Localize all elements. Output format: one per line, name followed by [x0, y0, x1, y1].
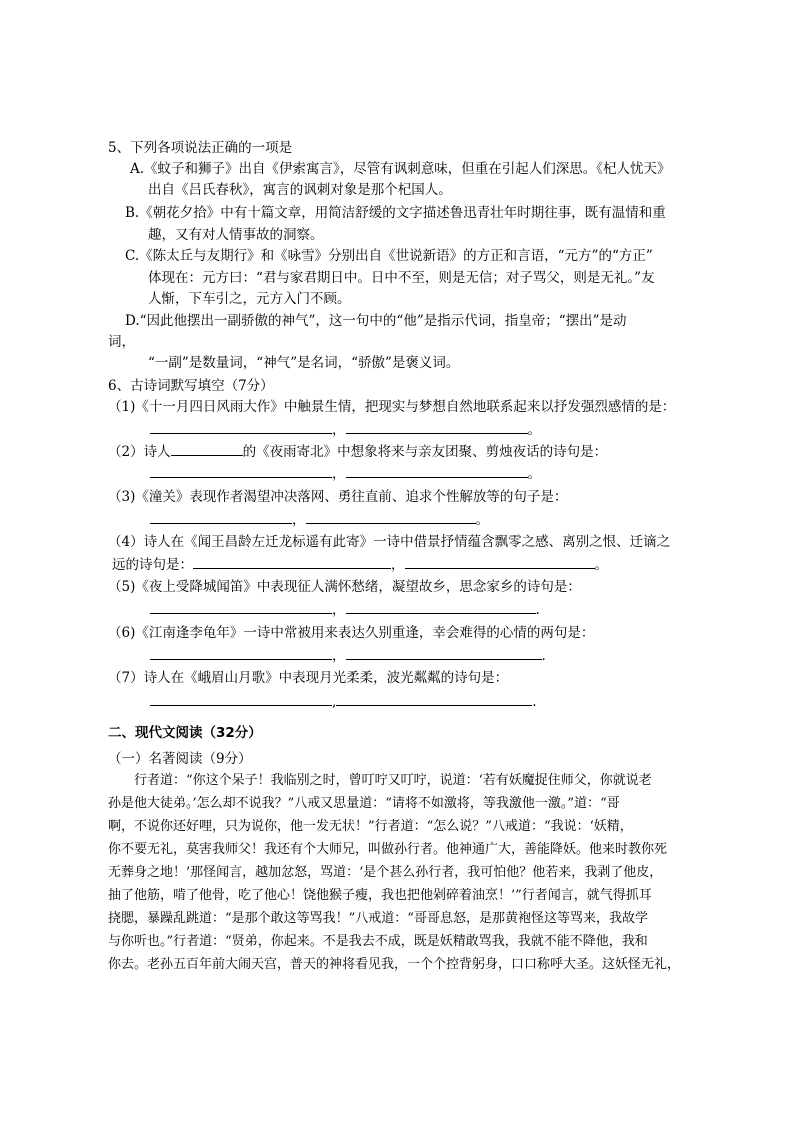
q6-item6-answer-row [150, 646, 546, 665]
q6-item2-prompt-a: （2）诗人 [108, 444, 171, 460]
answer-blank[interactable] [150, 692, 332, 706]
subsection-title: （一）名著阅读（9分） [108, 751, 252, 767]
comma: ， [332, 602, 346, 618]
q5-option-d-line3: “一副”是数量词，“神气”是名词，“骄傲”是褒义词。 [148, 355, 460, 371]
answer-blank[interactable] [150, 464, 332, 478]
answer-blank[interactable] [346, 646, 542, 660]
reading-passage-line: 你去。老孙五百年前大闹天宫，普天的神将看见我，一个个控背躬身，口口称呼大圣。这妖怪无礼， [108, 957, 681, 972]
period: 。 [527, 422, 541, 438]
answer-blank[interactable] [405, 555, 595, 569]
q6-item6-prompt: （6)《江南逢李龟年》一诗中常被用来表达久别重逢，幸会难得的心情的两句是： [108, 625, 595, 641]
q5-option-c-line3: 人惭，下车引之，元方入门不顾。 [148, 291, 351, 307]
q6-stem: 6、古诗词默写填空（7分） [108, 378, 274, 394]
q6-item7-answer-row [150, 692, 537, 711]
answer-blank[interactable] [193, 555, 391, 569]
reading-passage-line: 啊，不说你还好哩，只为说你，他一发无状！”行者道：“怎么说？”八戒道：“我说：‘妖精， [108, 819, 633, 834]
poet-name-blank[interactable] [171, 442, 243, 456]
q6-item7-prompt: （7）诗人在《峨眉山月歌》中表现月光柔柔，波光粼粼的诗句是： [108, 670, 509, 686]
q5-option-a-line1: A.《蚊子和狮子》出自《伊索寓言》，尽管有讽刺意味，但重在引起人们深思。《杞人忧天》 [130, 161, 671, 177]
answer-blank[interactable] [336, 692, 532, 706]
reading-passage-line: 孙是他大徒弟。’怎么却不说我？”八戒又思量道：“请将不如激将，等我激他一激。”道：“哥 [108, 796, 620, 811]
comma: ， [391, 557, 405, 573]
reading-passage-line: 与你听也。”行者道：“贤弟，你起来。不是我去不成，既是妖精敢骂我，我就不能不降他，我和 [108, 934, 648, 949]
comma: ， [292, 512, 306, 528]
q6-item4-prompt-line1: （4）诗人在《闻王昌龄左迁龙标遥有此寄》一诗中借景抒情蕴含飘零之感、离别之恨、迁谪之 [108, 534, 671, 550]
answer-blank[interactable] [346, 600, 536, 614]
answer-blank[interactable] [346, 420, 528, 434]
q5-option-c-line2: 体现在：元方曰：“君与家君期日中。日中不至，则是无信；对子骂父，则是无礼。”友 [148, 270, 655, 286]
q5-option-a-line2: 出自《吕氏春秋》，寓言的讽刺对象是那个杞国人。 [148, 182, 452, 198]
comma: ， [332, 466, 346, 482]
q6-item4-prompt-line2 [112, 555, 608, 574]
answer-blank[interactable] [346, 464, 528, 478]
q5-option-c-line1: C.《陈太丘与友期行》和《咏雪》分别出自《世说新语》的方正和言语，“元方”的“方正” [125, 248, 653, 264]
q5-option-d-line1: D.“因此他摆出一副骄傲的神气”，这一句中的“他”是指示代词，指皇帝；“摆出”是动 [125, 313, 627, 329]
comma: , [332, 694, 337, 710]
q5-option-d-line2: 词， [108, 334, 135, 350]
q6-item4-prompt-b: 远的诗句是： [112, 557, 193, 573]
period: 。 [594, 557, 608, 573]
q6-item1-prompt: （1)《十一月四日风雨大作》中触景生情，把现实与梦想自然地联系起来以抒发强烈感情的是： [108, 399, 676, 415]
q5-stem: 5、下列各项说法正确的一项是 [108, 140, 293, 156]
answer-blank[interactable] [150, 600, 332, 614]
q6-item2-answer-row [150, 464, 541, 483]
dot: . [532, 694, 537, 710]
q5-option-b-line2: 趣，又有对人情事故的洞察。 [148, 227, 324, 243]
reading-passage-line: 你不要无礼，莫害我师父！我还有个大师兄，叫做孙行者。他神通广大，善能降妖。他来时教你死 [108, 842, 668, 857]
reading-passage-line: 行者道：“你这个呆子！我临别之时，曾叮咛又叮咛，说道：‘若有妖魔捉住师父，你就说老 [134, 773, 652, 788]
q6-item3-answer-row [150, 510, 489, 529]
q6-item5-prompt: （5)《夜上受降城闻笛》中表现征人满怀愁绪，凝望故乡，思念家乡的诗句是： [108, 579, 581, 595]
reading-passage-line: 抽了他筋，啃了他骨，吃了他心！饶他猴子瘦，我也把他剁碎着油烹！’”行者闻言，就气得抓耳 [108, 888, 652, 903]
answer-blank[interactable] [150, 510, 292, 524]
section-title: 二、现代文阅读（32分） [108, 725, 262, 741]
q6-item2-prompt-b: 的《夜雨寄北》中想象将来与亲友团聚、剪烛夜话的诗句是： [242, 444, 608, 460]
comma: ， [332, 648, 346, 664]
dot: . [535, 602, 540, 618]
answer-blank[interactable] [150, 420, 332, 434]
comma: ， [332, 422, 346, 438]
answer-blank[interactable] [150, 646, 332, 660]
period: 。 [527, 466, 541, 482]
dot: . [541, 648, 546, 664]
answer-blank[interactable] [306, 510, 476, 524]
q6-item2-prompt [108, 442, 607, 461]
reading-passage-line: 无葬身之地！’那怪闻言，越加忿怒，骂道：‘是个甚么孙行者，我可怕他？他若来，我剥了他皮， [108, 865, 663, 880]
q6-item3-prompt: （3)《潼关》表现作者渴望冲决落网、勇往直前、追求个性解放等的句子是： [108, 489, 568, 505]
reading-passage-line: 挠腮，暴躁乱跳道：“是那个敢这等骂我！”八戒道：“哥哥息怒，是那黄袍怪这等骂来，我故学 [108, 911, 648, 926]
q6-item1-answer-row [150, 420, 541, 439]
q6-item5-answer-row [150, 600, 540, 619]
period: 。 [475, 512, 489, 528]
q5-option-b-line1: B.《朝花夕拾》中有十篇文章，用简洁舒缓的文字描述鲁迅青壮年时期往事，既有温情和重 [125, 205, 666, 221]
